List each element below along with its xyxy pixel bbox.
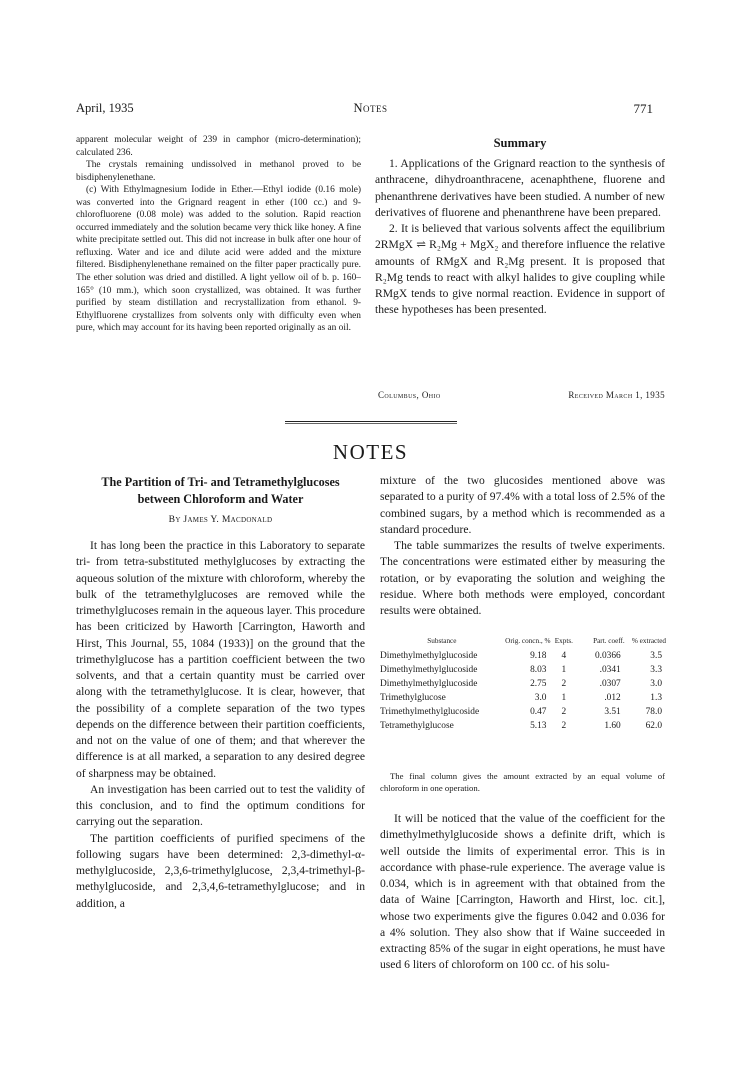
paragraph: mixture of the two glucosides mentioned above was separated to a purity of 97.4% with a total loss of 2.5% of the combined sugars, by a method which is recommended as a standard procedure. — [380, 474, 665, 536]
paragraph: apparent molecular weight of 239 in camphor (micro-determination); calculated 236. — [76, 135, 361, 158]
table-cell: 8.03 — [530, 664, 547, 675]
table-header-cell: Substance — [427, 637, 457, 645]
table-cell: 1 — [561, 692, 567, 703]
paragraph: An investigation has been carried out to test the validity of this conclusion, and to find the optimum conditions for carrying out the separation. — [76, 782, 365, 829]
author-location: Columbus, Ohio — [378, 390, 441, 400]
previous-article-text — [76, 134, 361, 335]
table-cell: 3.3 — [650, 664, 662, 675]
table-cell: .0341 — [599, 664, 621, 675]
byline: By James Y. Macdonald — [168, 514, 273, 525]
table-cell: 9.18 — [530, 650, 547, 661]
table-header-cell: Orig. concn., % — [505, 637, 551, 645]
table-header-cell: Expts. — [554, 637, 573, 645]
article-title-line: The Partition of Tri- and Tetramethylglucoses — [101, 475, 340, 489]
summary-text — [375, 156, 665, 319]
paragraph: The partition coefficients of purified specimens of the following sugars have been determined: 2,3-dimethyl-α-methylglucoside, 2,3,6-trimethylglucose, 2,3,4-trimethyl-β-methylglucoside, and 2,3,4,6-tetramethylglucose; and in addition, a — [76, 831, 365, 910]
table-header-cell: % extracted — [631, 637, 666, 645]
table-cell: 2 — [561, 706, 567, 717]
header-section: Notes — [353, 101, 388, 115]
paragraph: 2. It is believed that various solvents affect the equilibrium 2RMgX ⇌ R₂Mg + MgX₂ and therefore influence the relative amounts of RMgX and R₂Mg present. It is proposed that R₂Mg tends to react with alkyl halides to give coupling while RMgX tends to give normal reaction. Evidence in support of these hypotheses has been presented. — [375, 222, 665, 317]
table-cell: 78.0 — [645, 706, 662, 717]
table-cell: 0.47 — [530, 706, 547, 717]
table-cell: 1.3 — [650, 692, 662, 703]
paragraph: The crystals remaining undissolved in methanol proved to be bisdiphenylenethane. — [76, 160, 361, 183]
summary-heading: Summary — [493, 136, 547, 150]
table-cell: 2 — [561, 720, 567, 731]
table-row — [380, 663, 666, 677]
table-cell: Trimethylglucose — [380, 692, 446, 703]
table-cell: 3.5 — [650, 650, 662, 661]
article-left-column — [76, 538, 365, 912]
paragraph: It has long been the practice in this Laboratory to separate tri- from tetra-substituted methylglucoses by extracting the aqueous solution of the mixture with chloroform, whereby the bulk of the tetramethylglucoses are removed while the trimethylglucoses remain in the aqueous layer. This procedure has been criticized by Haworth [Carrington, Haworth and Hirst, This Journal, 55, 1084 (1933)] on the ground that the trimethylglucose has a partition coefficient between the two solvents, and that a certain quantity must be carried over along with the tetramethylglucose. It is clear, however, that the possibility of a complete separation of the two types depends on the difference between their partition coefficients, and not on the value of one of them; and that wherever the difference is at all marked, a separation to any desired degree of sharpness may be obtained. — [76, 539, 365, 780]
page-number: 771 — [633, 101, 653, 116]
table-cell: 62.0 — [645, 720, 662, 731]
table-row — [380, 705, 666, 719]
section-divider — [285, 421, 457, 424]
table-cell: Tetramethylglucose — [380, 720, 454, 731]
article-right-column-top — [380, 473, 665, 619]
table-cell: 3.51 — [604, 706, 621, 717]
table-header-row — [380, 638, 666, 649]
partition-table — [380, 638, 666, 733]
table-header-cell: Part. coeff. — [593, 637, 625, 645]
section-title: NOTES — [332, 440, 409, 464]
article-title — [76, 474, 365, 508]
table-cell: 4 — [561, 650, 567, 661]
caption-text: The final column gives the amount extracted by an equal volume of chloroform in one operation. — [380, 771, 665, 793]
table-cell: Dimethylmethylglucoside — [380, 664, 478, 675]
table-row — [380, 649, 666, 663]
paragraph: It will be noticed that the value of the coefficient for the dimethylmethylglucoside shows a definite drift, which is well outside the limits of experimental error. This is in accordance with phase-rule experience. The average value is 0.034, which is in agreement with that obtained from the data of Waine [Carrington, Haworth and Hirst, loc. cit.], whose two experiments give the figures 0.042 and 0.036 for a 4% solution. They also show that if Waine succeeded in extracting 85% of the sugar in eight operations, he must have used 6 liters of chloroform on 100 cc. of his solu- — [380, 812, 665, 972]
table-cell: 0.0366 — [594, 650, 621, 661]
table-cell: Dimethylmethylglucoside — [380, 650, 478, 661]
paragraph: 1. Applications of the Grignard reaction to the synthesis of anthracene, dihydroanthracene, acenaphthene, fluorene and phenanthrene derivatives have been studied. A number of new derivatives of fluorene and phenanthrene have been prepared. — [375, 157, 665, 219]
paragraph: The table summarizes the results of twelve experiments. The concentrations were estimated either by measuring the rotation, or by evaporating the solution and weighing the residue. Where both methods were employed, concordant results were obtained. — [380, 539, 665, 617]
table-cell: 3.0 — [534, 692, 547, 703]
table-row — [380, 677, 666, 691]
header-date: April, 1935 — [76, 101, 134, 115]
article-right-column-bottom — [380, 811, 665, 974]
table-cell: 5.13 — [530, 720, 547, 731]
received-date: Received March 1, 1935 — [568, 390, 665, 400]
table-cell: 3.0 — [650, 678, 662, 689]
table-cell: Dimethylmethylglucoside — [380, 678, 478, 689]
paragraph: (c) With Ethylmagnesium Iodide in Ether.—Ethyl iodide (0.16 mole) was converted into the Grignard reagent in ether (100 cc.) and 9-chlorofluorene (0.08 mole) was added to the solution. Rapid reaction occurred immediately and the solution became very thick like honey. A fine white precipitate settled out. This did not increase in bulk after one hour of refluxing. Water and ice and dilute acid were added and the mixture filtered. Bisdiphenylenethane remained on the filter paper practically pure. The ether solution was dried and distilled. A light yellow oil of b. p. 160–165° (10 mm.), which soon crystallized, was obtained. It was further purified by steam distillation and recrystallization from ethanol. 9-Ethylfluorene crystallizes from solvents only with difficulty even when pure, which may account for its having been reported originally as an oil. — [76, 185, 361, 334]
table-cell: Trimethylmethylglucoside — [380, 706, 480, 717]
table-cell: 1 — [561, 664, 567, 675]
table-row — [380, 719, 666, 733]
table-cell: .0307 — [599, 678, 621, 689]
table-cell: .012 — [604, 692, 621, 703]
table-row — [380, 691, 666, 705]
article-title-line: between Chloroform and Water — [137, 492, 304, 506]
table-cell: 2.75 — [530, 678, 547, 689]
table-caption — [380, 770, 665, 794]
table-cell: 2 — [561, 678, 567, 689]
table-cell: 1.60 — [604, 720, 621, 731]
